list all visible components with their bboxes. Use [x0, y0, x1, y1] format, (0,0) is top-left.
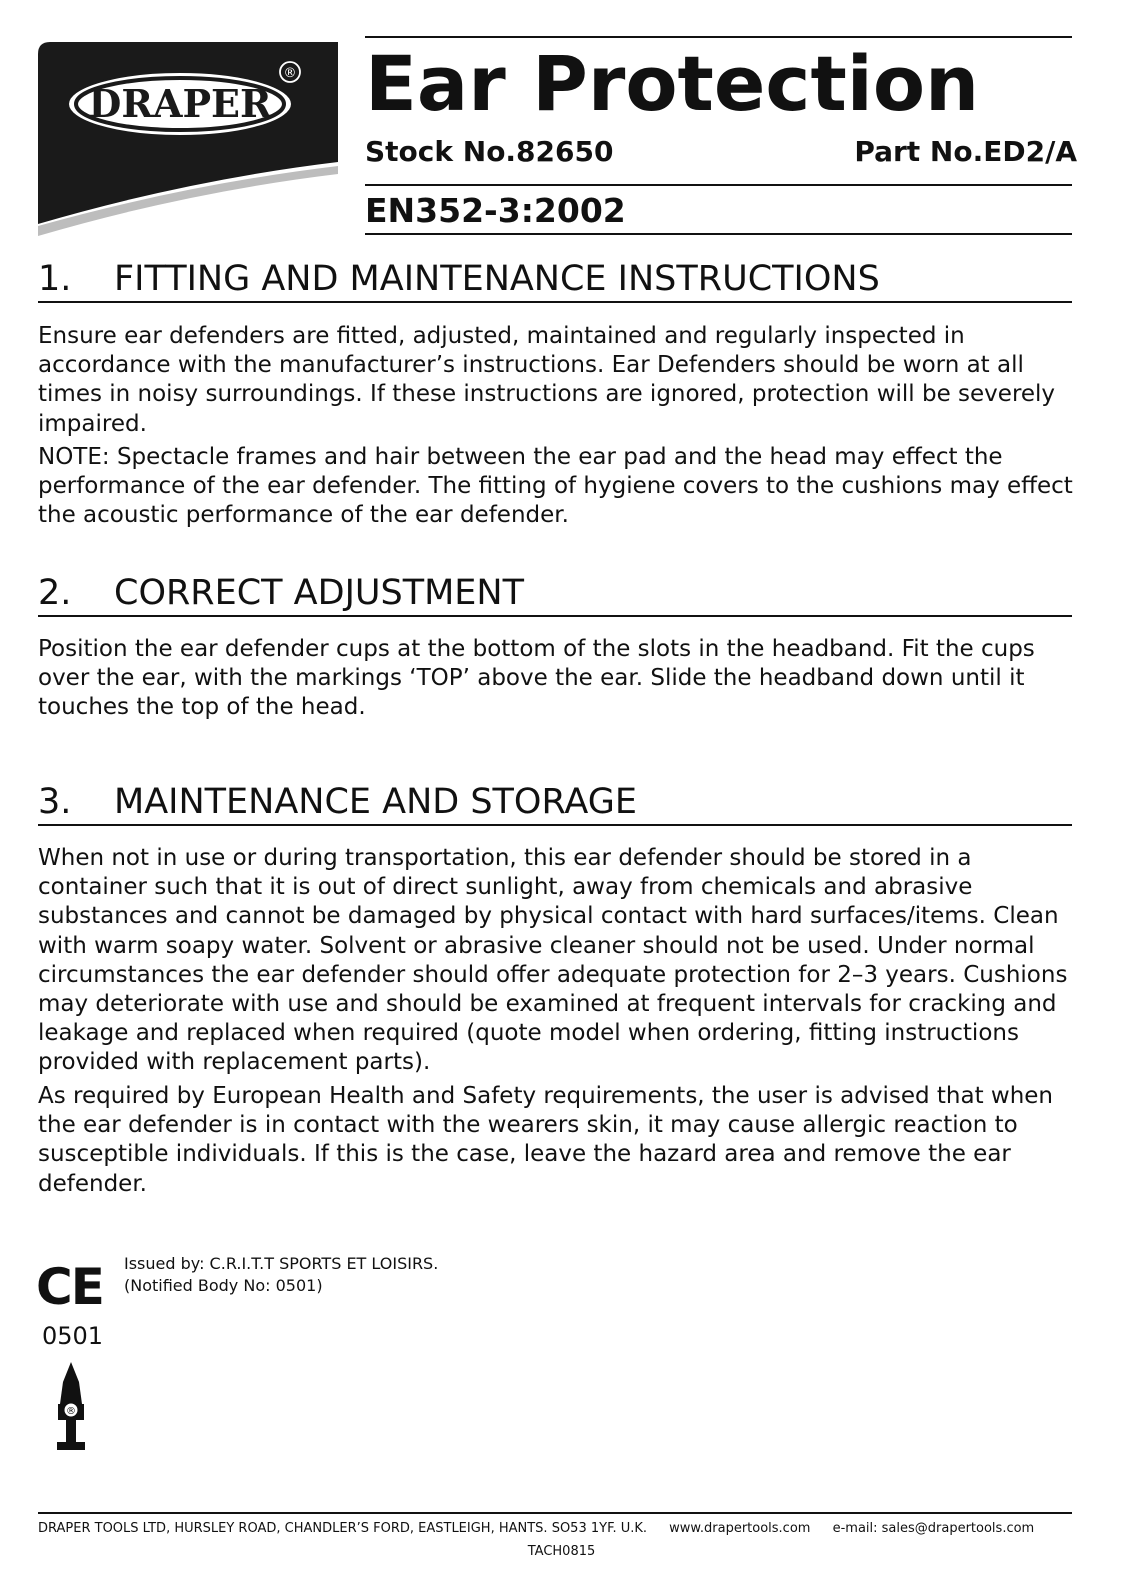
section-heading	[38, 780, 1072, 826]
issued-by-block	[124, 1253, 438, 1297]
section-number: 1.	[38, 259, 72, 299]
section-title: MAINTENANCE AND STORAGE	[114, 782, 637, 822]
section-number: 2.	[38, 573, 72, 613]
logo-text: DRAPER	[88, 81, 272, 126]
registered-mark: ®	[283, 66, 297, 81]
notified-body: (Notified Body No: 0501)	[124, 1276, 323, 1295]
footer-address: DRAPER TOOLS LTD, HURSLEY ROAD, CHANDLER’S FORD, EASTLEIGH, HANTS. SO53 1YF. U.K.	[38, 1521, 648, 1536]
section-title: CORRECT ADJUSTMENT	[114, 573, 524, 613]
header-rule-middle	[365, 184, 1072, 186]
draper-logo	[38, 42, 338, 238]
stock-number: Stock No.82650	[365, 135, 614, 168]
footer-email[interactable]: e-mail: sales@drapertools.com	[832, 1521, 1035, 1536]
header-rule-bottom	[365, 233, 1072, 235]
ce-mark-icon: CE	[36, 1258, 103, 1316]
document-code: TACH0815	[527, 1544, 596, 1559]
section-paragraph: As required by European Health and Safety requirements, the user is advised that when the ear defender is in contact with the wearers skin, it may cause allergic reaction to susceptible individuals. If this is the case, leave the hazard area and remove the ear defender.	[38, 1083, 1054, 1197]
ce-number: 0501	[42, 1322, 104, 1350]
section-paragraph: Ensure ear defenders are fitted, adjusted, maintained and regularly inspected in accordance with the manufacturer’s instructions. Ear Defenders should be worn at all times in noisy surroundings. If these instructions are ignored, protection will be severely impaired.	[38, 323, 1056, 437]
section-heading	[38, 257, 1072, 303]
header-rule-top	[365, 36, 1072, 38]
tool-mark-icon	[52, 1362, 90, 1452]
footer-website[interactable]: www.drapertools.com	[669, 1521, 811, 1536]
part-number: Part No.ED2/A	[854, 135, 1077, 168]
section-heading	[38, 571, 1072, 617]
tool-mark-registered: ®	[66, 1406, 76, 1417]
page-title: Ear Protection	[365, 39, 980, 128]
section-title: FITTING AND MAINTENANCE INSTRUCTIONS	[114, 259, 880, 299]
standard-code: EN352-3:2002	[365, 191, 626, 230]
section-paragraph: NOTE: Spectacle frames and hair between the ear pad and the head may effect the performance of the ear defender. The fitting of hygiene covers to the cushions may effect the acoustic performance of the ear defender.	[38, 444, 1073, 529]
section-number: 3.	[38, 782, 72, 822]
section-paragraph: Position the ear defender cups at the bottom of the slots in the headband. Fit the cups over the ear, with the markings ‘TOP’ above the ear. Slide the headband down until it touches the top of the head.	[38, 636, 1035, 721]
section-paragraph: When not in use or during transportation, this ear defender should be stored in a container such that it is out of direct sunlight, away from chemicals and abrasive substances and cannot be damaged by physical contact with hard surfaces/items. Clean with warm soapy water. Solvent or abrasive cleaner should not be used. Under normal circumstances the ear defender should offer adequate protection for 2–3 years. Cushions may deteriorate with use and should be examined at frequent intervals for cracking and leakage and replaced when required (quote model when ordering, fitting instructions provided with replacement parts).	[38, 845, 1068, 1076]
footer-rule	[38, 1512, 1072, 1514]
footer-contact	[38, 1521, 1078, 1536]
issued-by: Issued by: C.R.I.T.T SPORTS ET LOISIRS.	[124, 1254, 439, 1273]
